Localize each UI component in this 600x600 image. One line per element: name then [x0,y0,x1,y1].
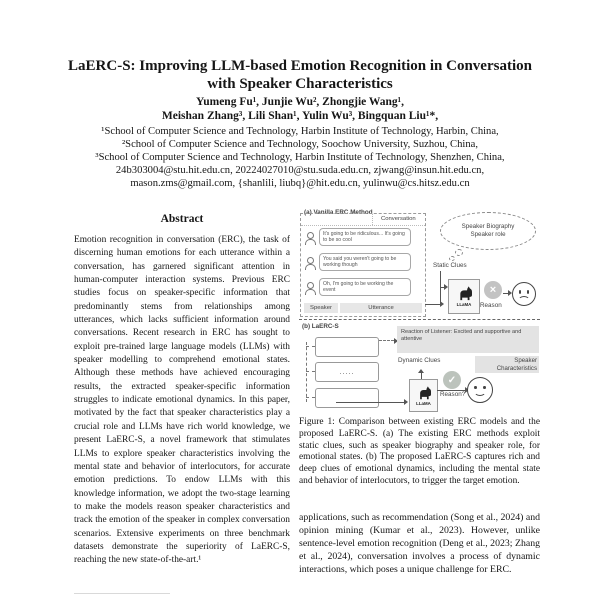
intro-paragraph: applications, such as recommendation (Song et al., 2024) and opinion mining (Kumar et al., 2023). However, unlike sentence-level emotion recognition (Deng et al., 2023; Zhang et al., 2024), conversation involves a process of dynamic interactions, which poses a unique challenge for ERC. [299,511,540,576]
affiliations [20,125,580,190]
arrow-to-happy-face [437,390,465,391]
right-column [299,210,540,576]
conversation-label: Conversation [381,216,416,222]
reason-label-b: Reason? [440,391,466,398]
llm-label: LLaMA [456,302,472,307]
utterance-node [315,337,379,357]
check-icon: ✓ [443,371,461,389]
emails-line1: 24b303004@stu.hit.edu.cn, 20224027010@stu.suda.edu.cn, zjwang@insun.hit.edu.cn, [115,165,485,176]
llama-icon [416,386,432,400]
speaker-icon [304,281,315,294]
llama-icon [456,286,473,301]
figure-1-diagram [299,210,540,410]
utterance-bubble: It's going to be ridiculous... It's going to be so cool [319,228,411,246]
cloud-tail-dot [449,256,455,261]
face-mouth-sad [518,296,530,305]
happy-face-icon [467,377,493,403]
utterance-node-ellipsis [315,362,379,382]
cloud-tail-dot [455,249,463,256]
reaction-text: Reaction of Listener: Excited and supportive and attentive [401,329,522,342]
utterance-node [315,388,379,408]
speaker-utterance-bar [304,303,422,313]
speaker-characteristics-text: Speaker Characteristics [496,357,537,372]
bracket-stub [306,397,315,398]
speaker-characteristics-label [475,356,539,373]
emails-line2: mason.zms@gmail.com, {shanlili, liubq}@hit.edu.cn, yulinwu@cs.hitsz.edu.cn [130,178,470,189]
arrow-into-llm [440,287,444,288]
ellipsis-text: ..... [339,368,355,376]
footnote-rule [74,593,170,594]
sad-face-icon [512,282,536,306]
abstract-heading: Abstract [160,213,204,225]
llm-label: LLaMA [416,400,431,406]
dynamic-clues-label: Dynamic Clues [398,357,441,364]
llm-box [409,379,438,412]
cloud-text-line2: Speaker role [470,231,506,238]
face-eye [527,290,530,293]
utterance-row [304,228,411,246]
thought-cloud [440,212,536,250]
affiliation-1: ¹School of Computer Science and Technology, Harbin Institute of Technology, Harbin, China, [101,126,499,137]
reason-label-a: Reason [480,302,502,309]
context-bracket-line [306,342,307,402]
llm-box [448,279,480,314]
authors-line2: Meishan Zhang³, Lili Shan¹, Yulin Wu³, Bingquan Liu¹*, [161,110,439,122]
speaker-icon [304,231,315,244]
conversation-box-header [301,214,425,226]
panel-separator [299,319,540,320]
reaction-box [397,326,539,353]
speaker-column-label: Speaker [304,303,340,313]
input-to-llm-arrow [336,402,404,403]
cross-icon: × [484,281,502,299]
face-eye [519,290,522,293]
utterance-bubble: Oh, I'm going to be working the event [319,278,411,296]
figure-1-caption: Figure 1: Comparison between existing ERC models and the proposed LaERC-S. (a) The existing ERC methods exploit static clues, such as speaker biography and speaker role, for emotional states. (b) The proposed LaERC-S captures rich and deep clues of emotional dynamics, including the mental state and behavior of interlocutors, to trigger the target emotion. [299,417,540,486]
panel-b-header: (b) LaERC-S [302,323,339,330]
author-list [40,95,560,123]
paper-title-line2: with Speaker Characteristics [207,76,393,92]
speaker-icon [304,256,315,269]
bracket-stub [306,371,315,372]
bracket-stub [306,346,315,347]
abstract-text: Emotion recognition in conversation (ERC), the task of discerning human emotions for each utterance within a conversation, has garnered significant attention in human-computer interaction systems. Previous ERC studies focus on speaker-specific information that predominantly stems from relationships among utterances, which lacks sufficient information around conversations. Recent research in ERC has sought to exploit pre-trained large language models (LLMs) with speaker modelling to comprehend emotional states. Although these methods have achieved encouraging results, the extracted speaker-specific information struggles to indicate emotional dynamics. In this paper, motivated by the fact that speaker characteristics play a crucial role and LLMs have rich world knowledge, we present LaERC-S, a novel framework that stimulates LLMs to explore speaker characteristics involving the mental state and behavior of interlocutors, for accurate emotion predictions. To endow LLMs with this knowledge information, we adopt the two-stage learning to make the models reason speaker characteristics and track the emotion of the speaker in complex conversation scenarios. Extensive experiments on three benchmark datasets demonstrate the superiority of LaERC-S, reaching the new state-of-the-art.¹ [74,235,290,566]
cloud-text-line1: Speaker Biography [461,223,515,230]
conversation-to-llm-arrow [425,304,440,305]
conversation-box [300,213,426,317]
face-mouth-happy [474,387,486,396]
utterance-bubble: You said you weren't going to be working though [319,253,411,271]
arrow-to-sad-face [503,293,508,294]
affiliation-2: ²School of Computer Science and Technology, Soochow University, Suzhou, China, [122,139,478,150]
authors-line1: Yumeng Fu¹, Junjie Wu², Zhongjie Wang¹, [195,96,405,108]
left-column [74,213,290,568]
utterance-row [304,278,411,296]
affiliation-3: ³School of Computer Science and Technology, Harbin Institute of Technology, Shenzhen, China, [95,152,505,163]
paper-title [40,57,560,93]
utterance-row [304,253,411,271]
panel-a-header: (a) Vanilla ERC Method [304,209,373,216]
static-clues-label: Static Clues [433,262,467,269]
dashed-arrow-to-reaction [379,340,394,341]
utterance-column-label: Utterance [368,304,394,311]
panel-a-header-spacer [301,214,373,225]
paper-title-line1: LaERC-S: Improving LLM-based Emotion Recognition in Conversation [68,58,532,74]
